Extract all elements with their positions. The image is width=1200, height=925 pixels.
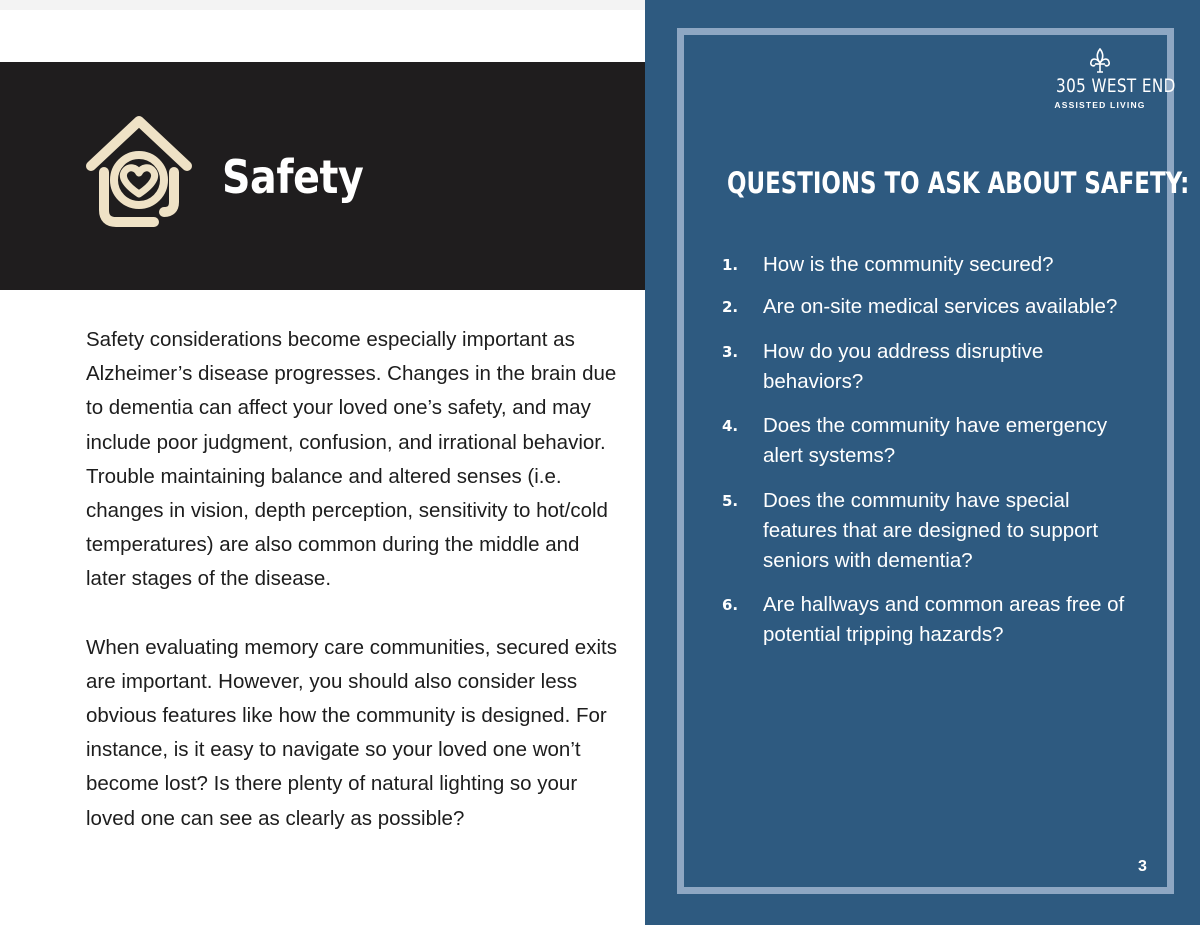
question-number: 3. [722,343,739,361]
question-number: 5. [722,492,739,510]
question-text: How do you address disruptive behaviors? [763,340,1044,393]
questions-panel [645,0,1200,925]
question-text: Are on-site medical services available? [763,295,1118,318]
body-paragraph: When evaluating memory care communities, secured exits are important. However, you should also consider less obvious features like how the community is designed. For instance, is it easy to navigate so your loved one won’t become lost? Is there plenty of natural lighting so your loved one can see as clearly as possible? [86,635,617,830]
top-rule [0,0,645,10]
house-heart-icon [84,114,194,230]
logo-subtitle: ASSISTED LIVING [1054,100,1146,110]
question-text: Does the community have special features that are designed to support seniors with dementia? [763,489,1099,572]
question-text: How is the community secured? [763,253,1054,276]
logo-name: 305 WEST END [1056,75,1176,97]
question-text: Are hallways and common areas free of potential tripping hazards? [763,593,1125,646]
section-title: Safety [222,150,364,204]
questions-list [645,0,1200,925]
page-number: 3 [1138,858,1147,875]
questions-heading: QUESTIONS TO ASK ABOUT SAFETY: [727,166,1190,200]
question-text: Does the community have emergency alert systems? [763,414,1108,467]
question-number: 4. [722,417,739,435]
body-paragraph: Safety considerations become especially important as Alzheimer’s disease progresses. Changes in the brain due to dementia can affect your loved one’s safety, and may include poor judgment, confusion, and irrational behavior. Trouble maintaining balance and altered senses (i.e. changes in vision, depth perception, sensitivity to hot/cold temperatures) are also common during the middle and later stages of the disease. [86,328,617,591]
question-number: 1. [722,256,739,274]
question-number: 6. [722,596,739,614]
body-text [86,323,621,836]
question-number: 2. [722,298,739,316]
